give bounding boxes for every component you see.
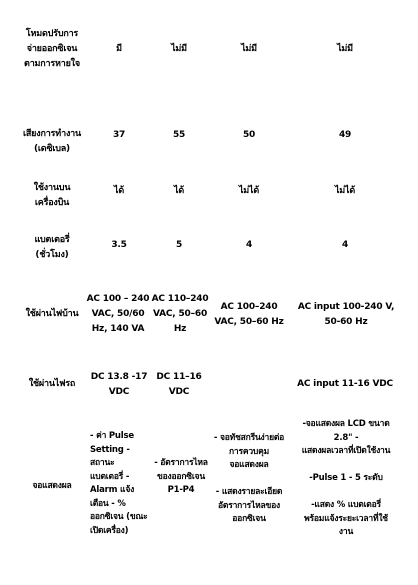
value-line: เปิดเครื่อง) — [90, 525, 129, 536]
value-cell — [90, 128, 148, 143]
value-line: VAC, 50/60 — [91, 309, 145, 319]
value-line: พร้อมแจ้งระยะเวลาที่ใช้ — [304, 513, 388, 524]
value-cell — [210, 184, 288, 199]
value-line: DC 11–16 — [156, 372, 202, 382]
value-line: ไม่มี — [171, 44, 187, 54]
value-cell — [288, 300, 404, 330]
label-line: เสียงการทำงาน — [23, 129, 81, 139]
value-line: ออกซิเจน (ขณะ — [90, 512, 148, 522]
value-line: ได้ — [174, 186, 184, 196]
value-line: Setting - — [90, 444, 130, 455]
value-cell — [210, 300, 288, 330]
label-line: (เดซิเบล) — [34, 144, 70, 154]
value-cell — [290, 418, 402, 540]
value-line: อัตราการไหลของ — [217, 500, 280, 511]
value-line: VDC — [108, 387, 130, 397]
value-line: - แสดงรายละเอียด — [215, 487, 283, 497]
row-label — [16, 27, 88, 72]
value-line: มี — [116, 44, 122, 54]
value-cell — [210, 238, 288, 253]
row-label — [16, 377, 88, 392]
value-line: ออกซิเจน — [232, 514, 266, 524]
value-line: 3.5 — [111, 240, 127, 250]
label-line: โหมดปรับการ — [25, 29, 79, 39]
value-cell — [150, 238, 208, 253]
value-line: ไม่มี — [337, 44, 353, 54]
label-line: ใช้ผ่านไฟบ้าน — [25, 309, 79, 319]
value-line: ไม่ได้ — [334, 186, 356, 196]
value-line: VAC, 50–60 — [152, 309, 208, 319]
value-line: 55 — [172, 130, 186, 140]
value-cell — [292, 184, 398, 199]
value-line: -จอแสดงผล LCD ขนาด — [302, 419, 390, 429]
value-cell — [292, 377, 398, 392]
label-line: แบตเตอรี่ — [34, 235, 70, 245]
value-cell — [210, 128, 288, 143]
value-line: ได้ — [114, 186, 124, 196]
value-cell — [90, 370, 148, 400]
value-line: แบตเตอรี่ - — [90, 471, 130, 482]
value-line: 2.8" - — [333, 432, 359, 443]
value-line: 50 — [242, 130, 256, 140]
value-line: -แสดง % แบตเตอรี่ — [311, 500, 381, 510]
label-line: ใช้ผ่านไฟรถ — [28, 379, 76, 389]
value-cell — [90, 42, 148, 57]
value-line: - ค่า Pulse — [90, 431, 134, 441]
value-cell — [86, 292, 150, 337]
value-line: AC 110–240 — [151, 294, 209, 304]
value-cell — [86, 430, 152, 538]
value-line: Hz, 140 VA — [91, 324, 145, 334]
value-line: Hz — [173, 324, 187, 334]
value-line: 4 — [245, 240, 253, 250]
value-cell — [292, 128, 398, 143]
value-line: 49 — [338, 130, 352, 140]
row-label — [16, 480, 88, 494]
value-cell — [292, 238, 398, 253]
row-label — [16, 233, 88, 263]
value-line: ของออกซิเจน — [157, 471, 205, 482]
value-cell — [210, 42, 288, 57]
value-line: สถานะ — [90, 458, 115, 468]
value-line: จอแสดงผล — [229, 460, 269, 470]
value-line: 5 — [175, 240, 183, 250]
value-line: การควบคุม — [228, 446, 270, 457]
value-cell — [90, 184, 148, 199]
value-cell — [150, 42, 208, 57]
value-cell — [150, 184, 208, 199]
value-line — [290, 459, 402, 473]
label-line: เครื่องบิน — [34, 198, 70, 208]
label-line: (ชั่วโมง) — [35, 250, 69, 260]
row-label — [16, 127, 88, 157]
value-line: -Pulse 1 - 5 ระดับ — [309, 473, 383, 483]
value-line: งาน — [338, 527, 354, 537]
value-line: แสดงผลเวลาที่เปิดใช้งาน — [301, 446, 391, 456]
label-line: จ่ายออกซิเจน — [26, 44, 78, 54]
value-line: 50-60 Hz — [324, 317, 368, 327]
value-line — [208, 473, 290, 487]
value-cell — [208, 432, 290, 527]
value-cell — [292, 42, 398, 57]
value-line: Alarm แจ้ง — [90, 485, 135, 495]
value-line: VDC — [168, 387, 190, 397]
label-line: ตามการหายใจ — [24, 59, 80, 69]
value-cell — [150, 292, 210, 337]
value-cell — [150, 370, 208, 400]
value-line — [290, 486, 402, 500]
value-line: เตือน - % — [90, 498, 126, 509]
label-line: จอแสดงผล — [32, 481, 72, 491]
value-cell — [90, 238, 148, 253]
value-line: AC 100 – 240 — [86, 294, 150, 304]
value-line: 4 — [341, 240, 349, 250]
value-line: DC 13.8 -17 — [90, 372, 148, 382]
value-line: ไม่ได้ — [238, 186, 260, 196]
value-line: - จอทัชสกรีนง่ายต่อ — [213, 433, 285, 443]
value-line: P1-P4 — [167, 485, 195, 495]
row-label — [16, 307, 88, 322]
value-line: AC 100–240 — [220, 302, 278, 312]
value-cell — [150, 128, 208, 143]
row-label — [16, 181, 88, 211]
value-line: VAC, 50–60 Hz — [214, 317, 284, 327]
value-cell — [150, 457, 212, 498]
value-line: AC input 100-240 V, — [297, 302, 395, 312]
value-line: 37 — [112, 130, 126, 140]
value-line: AC input 11-16 VDC — [297, 379, 393, 389]
label-line: ใช้งานบน — [33, 183, 71, 193]
value-line: ไม่มี — [241, 44, 257, 54]
value-line: - อัตราการไหล — [154, 458, 208, 468]
